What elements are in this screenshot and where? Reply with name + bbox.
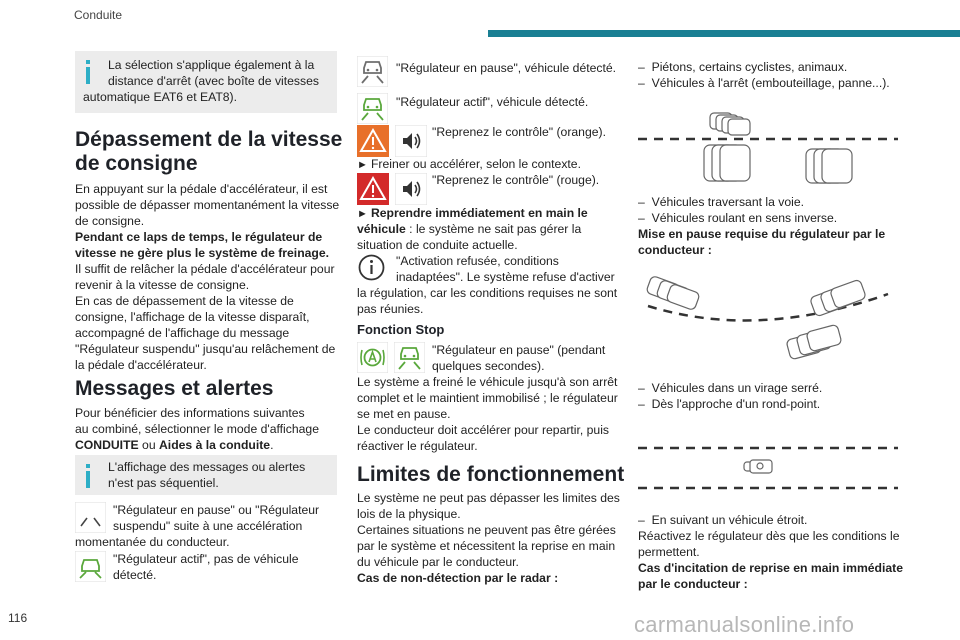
note-line: n'est pas séquentiel.	[108, 476, 219, 490]
message-line: "Régulateur en pause" ou "Régulateur	[113, 503, 320, 517]
warning-red-icon	[357, 173, 389, 205]
message-line: "Régulateur en pause", véhicule détecté.	[396, 61, 617, 75]
action-text: Freiner ou accélérer, selon le contexte.	[370, 157, 581, 171]
vehicle-detected-pause-icon	[357, 56, 388, 87]
message-line: quelques secondes).	[432, 359, 545, 373]
heading-messages: Messages et alertes	[75, 377, 274, 400]
list-text: Piétons, certains cyclistes, animaux.	[651, 60, 848, 74]
list-item: – Dès l'approche d'un rond-point.	[638, 397, 821, 411]
paragraph-bold: Cas de non-détection par le radar :	[357, 571, 559, 585]
message-line: suspendu" suite à une accélération	[113, 519, 303, 533]
heading-stop: Fonction Stop	[357, 322, 445, 337]
warning-orange-icon	[357, 125, 389, 157]
message-line: "Régulateur en pause" (pendant	[432, 343, 606, 357]
arrow-icon: ►	[357, 159, 371, 171]
message-line: "Reprenez le contrôle" (orange).	[432, 125, 606, 139]
text-period: .	[270, 438, 274, 452]
mode-conduite: CONDUITE	[75, 438, 139, 452]
list-text: Véhicules roulant en sens inverse.	[651, 211, 838, 225]
heading-overspeed: Dépassement de la vitesse	[75, 128, 343, 151]
section-label: Conduite	[74, 8, 123, 22]
paragraph-bold: Cas d'incitation de reprise en main immédiate	[638, 561, 904, 575]
message-line: détecté.	[113, 568, 157, 582]
info-icon	[86, 464, 90, 468]
note-line: automatique EAT6 et EAT8).	[83, 90, 237, 104]
paragraph-bold: Pendant ce laps de temps, le régulateur de	[75, 230, 323, 244]
action-line	[357, 156, 581, 173]
sound-icon	[395, 125, 427, 157]
paragraph-line: réactiver le régulateur.	[357, 439, 478, 453]
mode-aides: Aides à la conduite	[159, 438, 271, 452]
stopped-vehicles-illustration	[638, 105, 898, 187]
paragraph-line: Pour bénéficier des informations suivantes	[75, 406, 305, 420]
list-text: En suivant un véhicule étroit.	[651, 513, 808, 527]
paragraph-bold: par le conducteur :	[638, 577, 748, 591]
info-note-eat	[75, 51, 337, 113]
message-line: "Régulateur actif", pas de véhicule	[113, 552, 299, 566]
action-bold: Reprendre immédiatement en main le	[370, 206, 588, 220]
action-text: : le système ne sait pas gérer la	[405, 222, 582, 236]
paragraph-line: complet et le maintient immobilisé ; le régulateur	[357, 391, 618, 405]
list-item: – Véhicules à l'arrêt (embouteillage, panne...).	[638, 76, 890, 90]
paragraph-line: accompagné de l'affichage du message	[75, 326, 290, 340]
info-icon	[86, 60, 90, 64]
vehicle-detected-active-icon	[357, 93, 388, 124]
paragraph-line: se met en pause.	[357, 407, 451, 421]
paragraph-line: Certaines situations ne peuvent pas être gérées	[357, 523, 616, 537]
list-item: – Véhicules traversant la voie.	[638, 195, 804, 209]
paragraph-line: En cas de dépassement de la vitesse de	[75, 294, 294, 308]
paragraph-bold: vitesse ne gère plus le système de freinage.	[75, 246, 330, 260]
arrow-icon: ►	[357, 208, 371, 220]
info-circle-icon	[357, 253, 386, 282]
paragraph-line: Le système a freiné le véhicule jusqu'à son arrêt	[357, 375, 618, 389]
paragraph-line: par le système et nécessitent la reprise en main	[357, 539, 616, 553]
heading-overspeed: de consigne	[75, 152, 198, 175]
note-line: distance d'arrêt (avec boîte de vitesses	[108, 74, 319, 88]
paragraph-line: Le système ne peut pas dépasser les limites des	[357, 491, 620, 505]
paragraph-line: possible de dépasser momentanément la vitesse	[75, 198, 340, 212]
header-rule	[488, 30, 960, 37]
list-item: – En suivant un véhicule étroit.	[638, 513, 808, 527]
paragraph-line: En appuyant sur la pédale d'accélérateur, il est	[75, 182, 328, 196]
page-number: 116	[8, 611, 28, 625]
action-bold: véhicule	[357, 222, 406, 236]
sound-icon	[395, 173, 427, 205]
cruise-pause-icon	[75, 502, 106, 533]
message-line: "Régulateur actif", véhicule détecté.	[396, 95, 589, 109]
vehicle-detected-active-icon	[394, 342, 425, 373]
narrow-vehicle-illustration	[638, 440, 898, 496]
note-line: La sélection s'applique également à la	[108, 58, 315, 72]
list-text: Véhicules dans un virage serré.	[651, 381, 823, 395]
message-line: inadaptées". Le système refuse d'activer	[396, 270, 615, 284]
paragraph-bold: conducteur :	[638, 243, 712, 257]
paragraph-line: du véhicule par le conducteur.	[357, 555, 519, 569]
list-text: Véhicules à l'arrêt (embouteillage, panne...).	[651, 76, 890, 90]
paragraph-line: revenir à la vitesse de consigne.	[75, 278, 250, 292]
list-item: – Piétons, certains cyclistes, animaux.	[638, 60, 848, 74]
paragraph-line: au combiné, sélectionner le mode d'affichage	[75, 422, 319, 436]
paragraph-line: permettent.	[638, 545, 700, 559]
list-item: – Véhicules dans un virage serré.	[638, 381, 823, 395]
info-note-sequence	[75, 455, 337, 495]
auto-hold-icon	[357, 342, 388, 373]
message-line: momentanée du conducteur.	[75, 535, 230, 549]
paragraph-line: Il suffit de relâcher la pédale d'accélérateur pour	[75, 262, 335, 276]
paragraph-line	[75, 437, 273, 453]
list-item: – Véhicules roulant en sens inverse.	[638, 211, 838, 225]
paragraph-line: Réactivez le régulateur dès que les conditions le	[638, 529, 900, 543]
note-line: L'affichage des messages ou alertes	[108, 460, 306, 474]
list-text: Véhicules traversant la voie.	[651, 195, 804, 209]
paragraph-line: la pédale d'accélérateur.	[75, 358, 207, 372]
list-text: Dès l'approche d'un rond-point.	[651, 397, 821, 411]
paragraph-line: lois de la physique.	[357, 507, 461, 521]
action-line	[357, 205, 588, 222]
paragraph-line: consigne, l'affichage de la vitesse disparaît,	[75, 310, 310, 324]
action-line: situation de conduite actuelle.	[357, 238, 518, 252]
tight-curve-illustration	[638, 276, 898, 372]
text-ou: ou	[138, 438, 159, 452]
message-line: "Reprenez le contrôle" (rouge).	[432, 173, 600, 187]
paragraph-line: Le conducteur doit accélérer pour repartir, puis	[357, 423, 610, 437]
paragraph-line: "Régulateur suspendu" jusqu'au relâchement de	[75, 342, 336, 356]
cruise-active-icon	[75, 551, 106, 582]
message-line: la régulation, car les conditions requises ne sont	[357, 286, 618, 300]
message-line: pas réunies.	[357, 302, 424, 316]
paragraph-bold: Mise en pause requise du régulateur par le	[638, 227, 886, 241]
message-line: "Activation refusée, conditions	[396, 254, 559, 268]
heading-limits: Limites de fonctionnement	[357, 463, 625, 486]
watermark: carmanualsonline.info	[634, 612, 855, 637]
paragraph-line: de consigne.	[75, 214, 145, 228]
action-line	[357, 221, 581, 237]
